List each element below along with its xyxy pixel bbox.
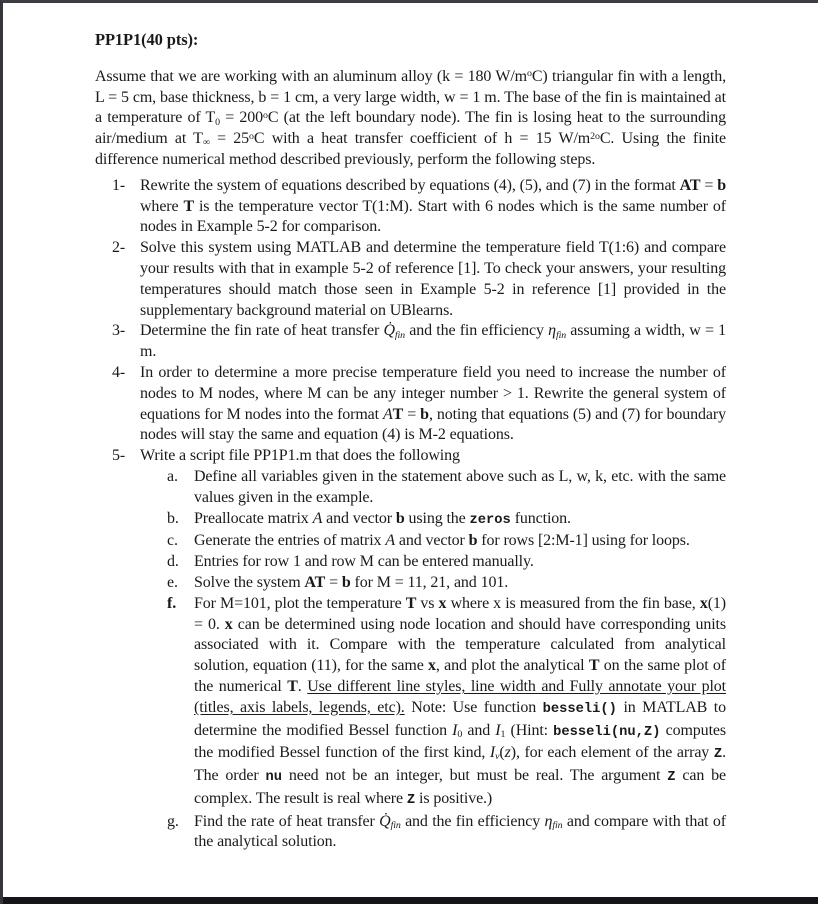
list-item-2 (112, 238, 726, 321)
sub-item-b (167, 509, 726, 532)
list-item-4 (112, 363, 726, 446)
sub-item-e (167, 573, 726, 594)
document-page (3, 3, 818, 853)
sub-item-g-text: Find the rate of heat transfer $Q̇_{fin}$ and the fin efficiency $\eta_{fin}$ and compare with that of the analytical solution. (194, 812, 726, 851)
list-item-3-marker: 3- (112, 322, 126, 340)
list-item-5-marker: 5- (112, 447, 126, 465)
list-item-3-text: Determine the fin rate of heat transfer $Q̇_{fin}$ and the fin efficiency $\eta_{fin}$ assuming a width, w = 1 m. (140, 322, 726, 361)
sub-item-f-marker: f. (167, 594, 177, 612)
sub-item-c (167, 531, 726, 552)
sub-item-c-marker: c. (167, 532, 178, 550)
list-item-4-text: In order to determine a more precise temperature field you need to increase the number of nodes to M nodes, where M can be any integer number > 1. Rewrite the general system of equations for M nodes into the format AT = b, noting that equations (5) and (7) for boundary nodes will stay the same and equation (4) is M-2 equations. (140, 363, 726, 444)
list-item-5 (112, 446, 726, 853)
list-item-1 (112, 176, 726, 238)
sub-item-b-text: Preallocate matrix A and vector b using the zeros function. (194, 509, 571, 528)
sub-item-f-text: For M=101, plot the temperature T vs x where x is measured from the fin base, x(1) = 0. x can be determined using node location and should have corresponding units associated with it. Compare with the temperature calculated from analytical solution, equation (11), for the same x, and plot the analytical T on the same plot of the numerical T. Use different line styles, line width and Fully annotate your plot (titles, axis labels, legends, etc). Note: Use function besseli() in MATLAB to determine the modified Bessel function $I_0$ and $I_1$ (Hint: besseli(nu,Z) computes the modified Bessel function of the first kind, $I_v(z)$, for each element of the array Z. The order nu need not be an integer, but must be real. The argument Z can be complex. The result is real where Z is positive.) (194, 594, 727, 808)
sub-item-b-marker: b. (167, 509, 179, 527)
list-item-3 (112, 321, 726, 363)
sub-item-e-marker: e. (167, 573, 178, 591)
list-item-2-marker: 2- (112, 239, 126, 257)
intro-paragraph: Assume that we are working with an aluminum alloy (k = 180 $W/m^oC$) triangular fin with a length, L = 5 cm, base thickness, b = 1 cm, a very large width, w = 1 m. The base of the fin is maintained at a temperature of $T_0 = 200^oC$ (at the left boundary node). The fin is losing heat to the surrounding air/medium at $T_\infty = 25^oC$ with a heat transfer coefficient of h = 15 $W/m^{2o}C$. Using the finite difference numerical method described previously, perform the following steps. (95, 67, 726, 168)
assignment-title: PP1P1(40 pts): (95, 30, 199, 49)
sub-item-d-text: Entries for row 1 and row M can be entered manually. (194, 553, 534, 571)
sub-item-e-text: Solve the system AT = b for M = 11, 21, and 101. (194, 573, 509, 591)
list-item-2-text: Solve this system using MATLAB and determine the temperature field T(1:6) and compare your results with that in example 5-2 of reference [1]. To check your answers, your resulting temperatures should match those seen in Example 5-2 in reference [1] provided in the supplementary background material on UBlearns. (140, 239, 726, 319)
list-item-5-text: Write a script file PP1P1.m that does the following (140, 447, 460, 465)
sub-item-c-text: Generate the entries of matrix A and vector b for rows [2:M-1] using for loops. (194, 532, 690, 550)
sub-item-a (167, 467, 726, 509)
sub-item-a-text: Define all variables given in the statement above such as L, w, k, etc. with the same values given in the example. (194, 467, 726, 506)
page-bottom-border (3, 897, 818, 904)
list-item-1-text: Rewrite the system of equations described by equations (4), (5), and (7) in the format AT = b where T is the temperature vector T(1:M). Start with 6 nodes which is the same number of nodes in Example 5-2 for comparison. (140, 176, 727, 236)
sub-item-g-marker: g. (167, 812, 179, 830)
sub-item-a-marker: a. (167, 467, 178, 485)
numbered-list (95, 176, 726, 854)
sub-item-f (167, 594, 726, 812)
sub-item-g (167, 812, 726, 854)
list-item-4-marker: 4- (112, 363, 126, 381)
list-item-1-marker: 1- (112, 176, 126, 194)
sub-item-d (167, 552, 726, 573)
lettered-sublist (140, 467, 726, 853)
sub-item-d-marker: d. (167, 553, 179, 571)
